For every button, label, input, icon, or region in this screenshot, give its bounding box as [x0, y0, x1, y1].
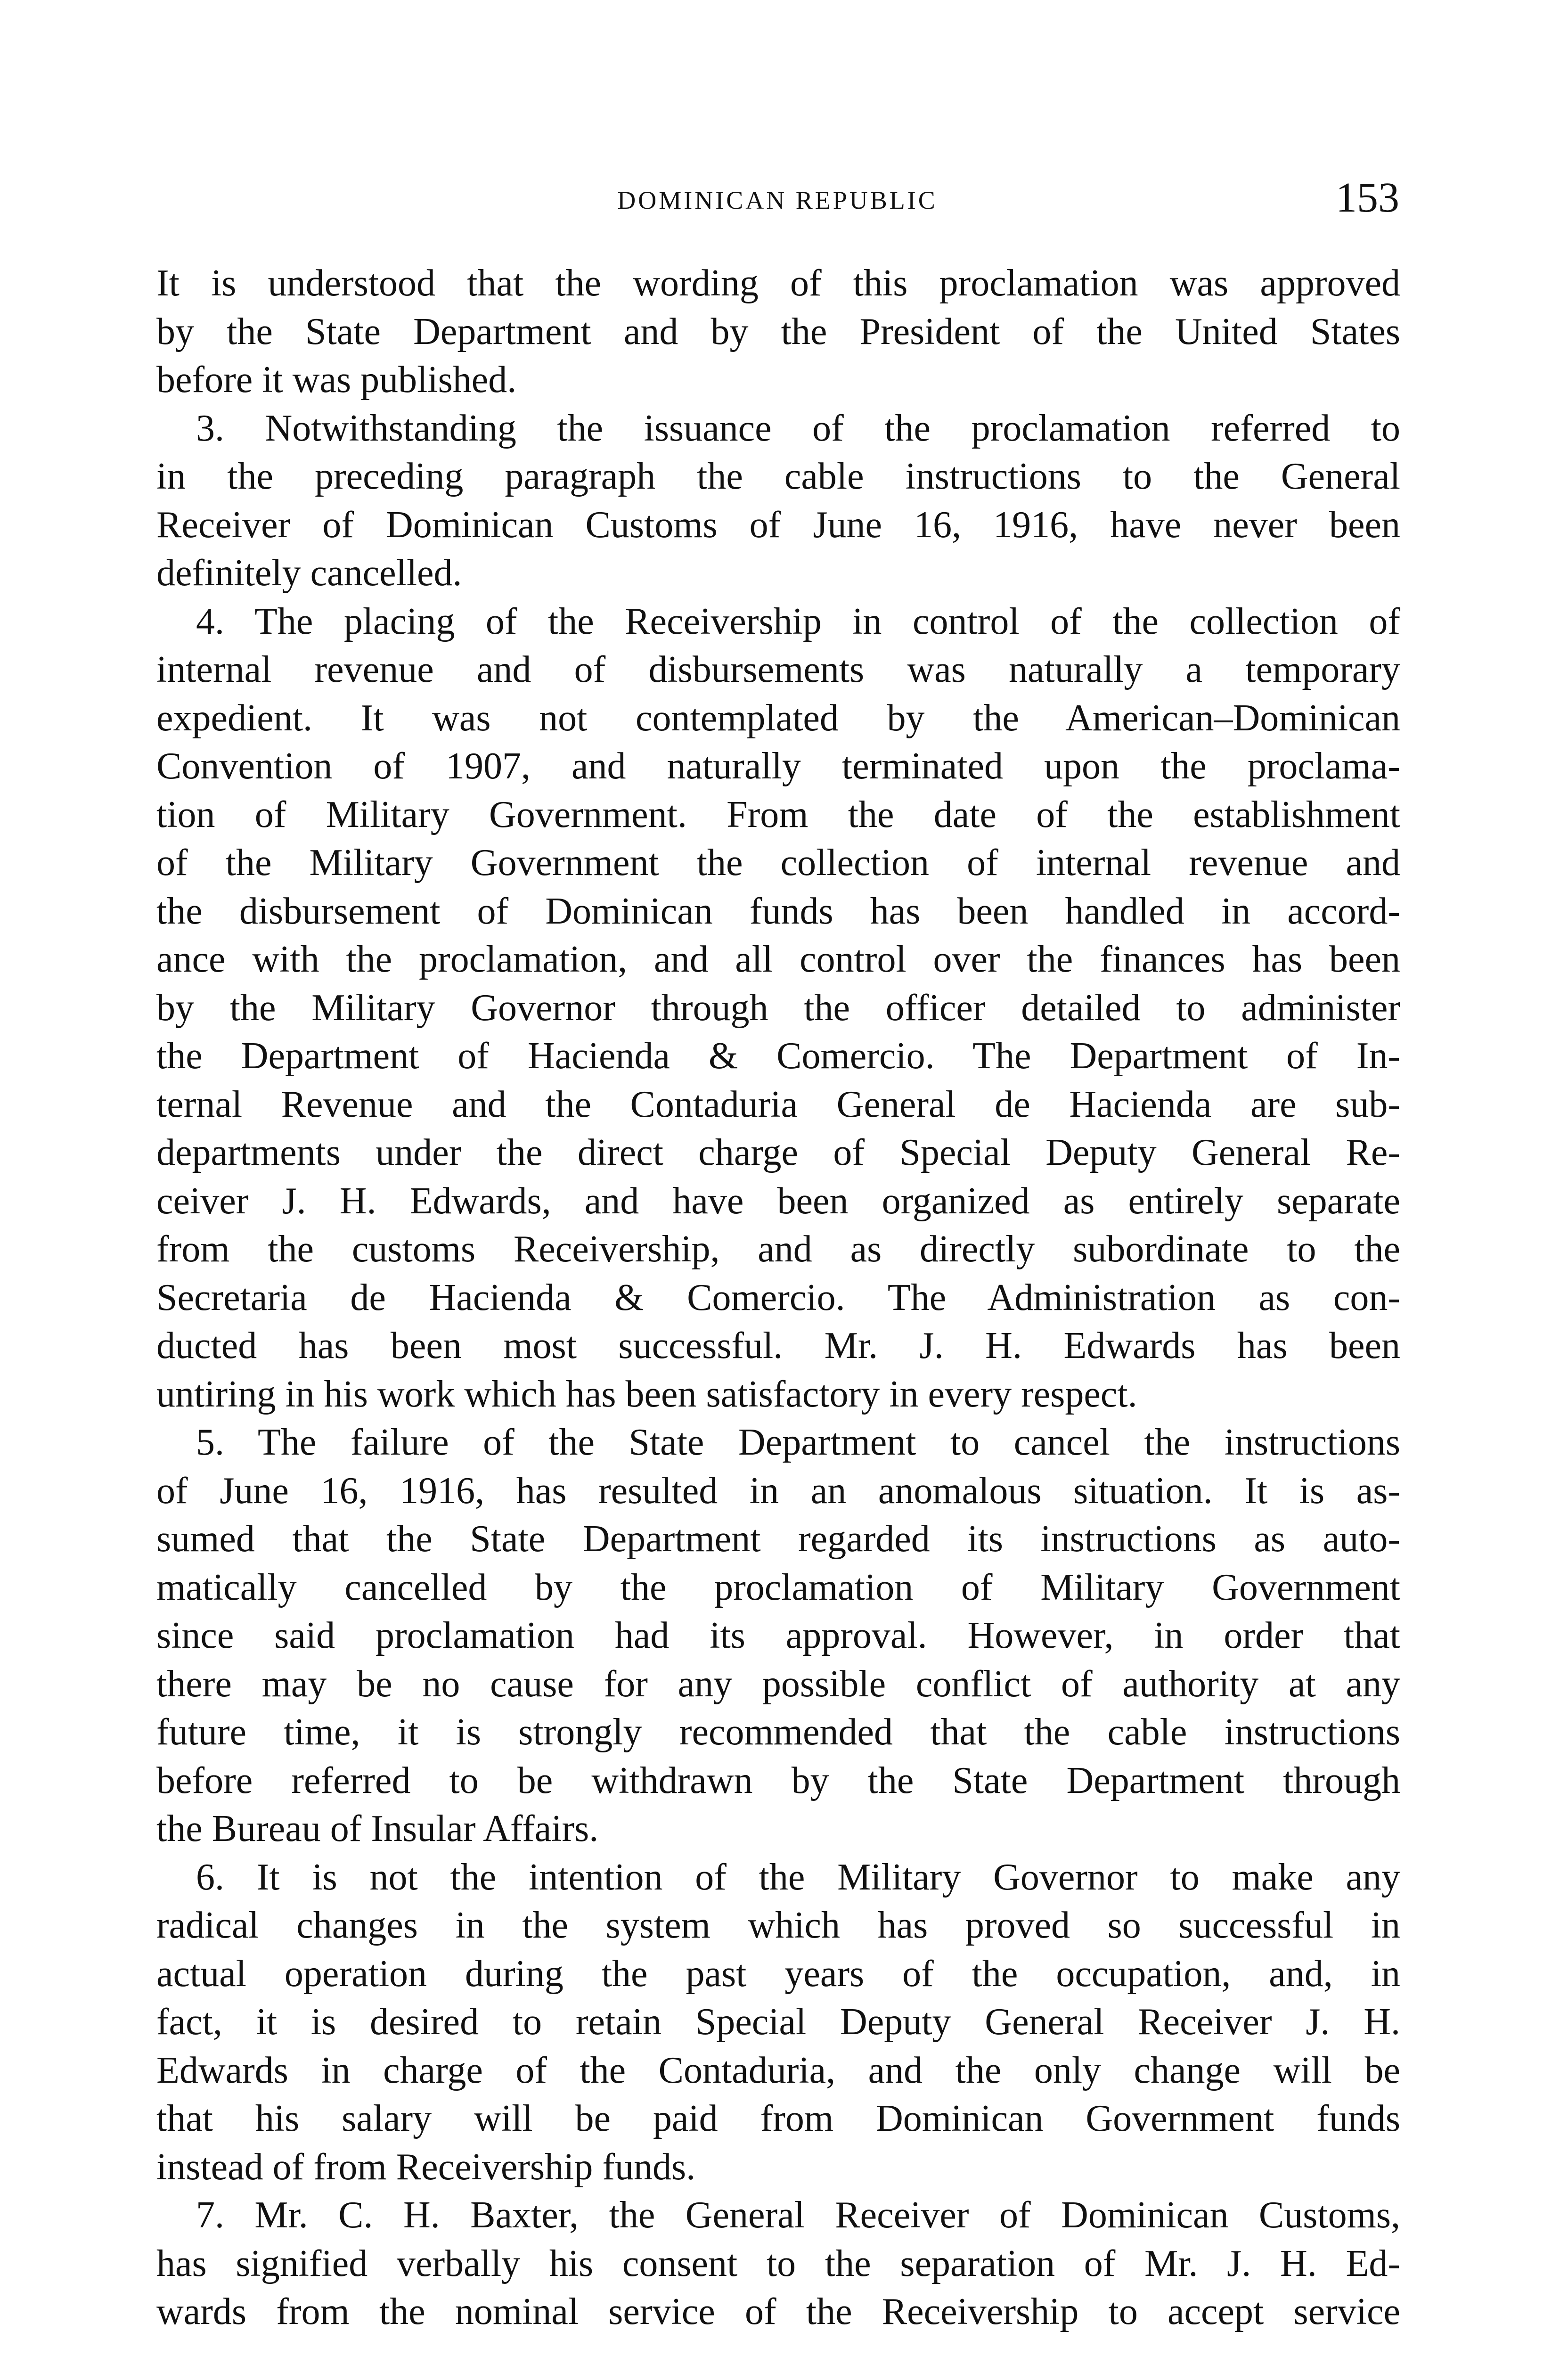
text-line: sumed that the State Department regarded its instructions as auto-: [156, 1518, 1400, 1560]
text-line: the Department of Hacienda & Comercio. The Department of In-: [156, 1035, 1400, 1077]
text-line: the Bureau of Insular Affairs.: [156, 1808, 599, 1849]
text-line: ance with the proclamation, and all control over the finances has been: [156, 939, 1400, 980]
text-line: Edwards in charge of the Contaduria, and the only change will be: [156, 2049, 1400, 2091]
text-line: expedient. It was not contemplated by the American–Dominican: [156, 697, 1400, 739]
running-title: DOMINICAN REPUBLIC: [617, 186, 938, 214]
text-line: tion of Military Government. From the date of the establishment: [156, 794, 1400, 835]
text-line: radical changes in the system which has proved so successful in: [156, 1905, 1400, 1946]
text-line: Receiver of Dominican Customs of June 16, 1916, have never been: [156, 504, 1400, 546]
paragraph-4-first-line: 4. The placing of the Receivership in control of the collection of: [196, 600, 1400, 642]
paragraph-6-first-line: 6. It is not the intention of the Military Governor to make any: [196, 1856, 1400, 1898]
page-number: 153: [1336, 174, 1399, 221]
text-line: wards from the nominal service of the Receivership to accept service: [156, 2291, 1400, 2332]
body-text: [156, 259, 1400, 2336]
text-line: It is understood that the wording of this proclamation was approved: [156, 262, 1400, 304]
text-line: by the Military Governor through the officer detailed to administer: [156, 987, 1400, 1029]
text-line: the disbursement of Dominican funds has been handled in accord-: [156, 890, 1400, 932]
text-line: untiring in his work which has been satisfactory in every respect.: [156, 1373, 1137, 1415]
text-line: has signified verbally his consent to the separation of Mr. J. H. Ed-: [156, 2242, 1400, 2284]
text-line: instead of from Receivership funds.: [156, 2146, 696, 2188]
text-line: by the State Department and by the President of the United States: [156, 311, 1400, 352]
text-line: fact, it is desired to retain Special Deputy General Receiver J. H.: [156, 2001, 1400, 2043]
text-line: since said proclamation had its approval. However, in order that: [156, 1615, 1400, 1656]
text-line: from the customs Receivership, and as directly subordinate to the: [156, 1228, 1400, 1270]
text-line: Convention of 1907, and naturally terminated upon the proclama-: [156, 745, 1400, 787]
text-line: Secretaria de Hacienda & Comercio. The Administration as con-: [156, 1276, 1400, 1318]
text-line: of the Military Government the collection of internal revenue and: [156, 842, 1400, 884]
text-line: definitely cancelled.: [156, 552, 462, 594]
text-line: in the preceding paragraph the cable instructions to the General: [156, 456, 1400, 497]
text-line: ducted has been most successful. Mr. J. H. Edwards has been: [156, 1325, 1400, 1366]
running-head: [155, 174, 1399, 226]
text-line: there may be no cause for any possible conflict of authority at any: [156, 1663, 1400, 1705]
paragraph-5-first-line: 5. The failure of the State Department to cancel the instructions: [196, 1422, 1400, 1463]
text-line: before it was published.: [156, 359, 517, 401]
paragraph-3-first-line: 3. Notwithstanding the issuance of the proclamation referred to: [196, 407, 1400, 449]
text-line: before referred to be withdrawn by the State Department through: [156, 1759, 1400, 1801]
text-line: departments under the direct charge of Special Deputy General Re-: [156, 1132, 1400, 1173]
text-line: matically cancelled by the proclamation of Military Government: [156, 1566, 1400, 1608]
text-line: of June 16, 1916, has resulted in an anomalous situation. It is as-: [156, 1470, 1400, 1512]
text-line: internal revenue and of disbursements was naturally a temporary: [156, 649, 1400, 690]
text-line: that his salary will be paid from Dominican Government funds: [156, 2098, 1400, 2139]
paragraph-7-first-line: 7. Mr. C. H. Baxter, the General Receiver of Dominican Customs,: [196, 2194, 1400, 2236]
text-line: actual operation during the past years of the occupation, and, in: [156, 1953, 1400, 1995]
text-line: ternal Revenue and the Contaduria General de Hacienda are sub-: [156, 1083, 1400, 1125]
text-line: future time, it is strongly recommended that the cable instructions: [156, 1711, 1400, 1753]
text-line: ceiver J. H. Edwards, and have been organized as entirely separate: [156, 1180, 1400, 1222]
